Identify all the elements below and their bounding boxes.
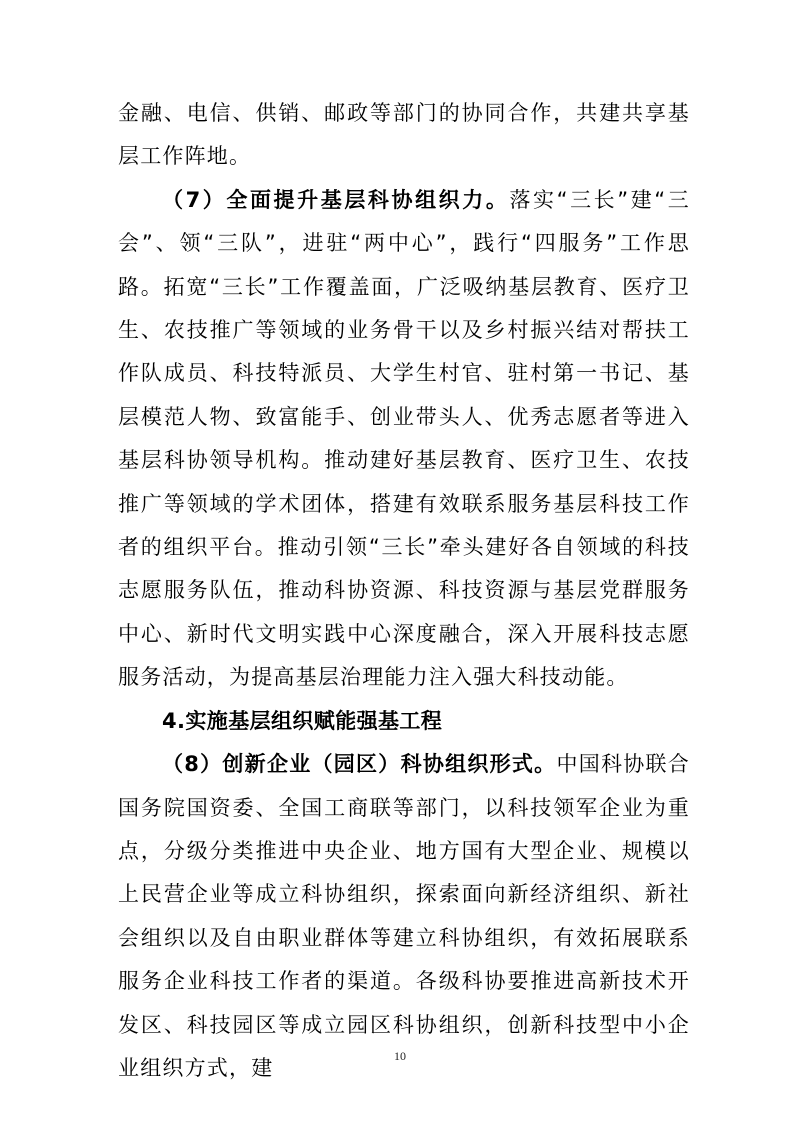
paragraph-7 — [118, 179, 690, 700]
continuation-text: 金融、电信、供销、邮政等部门的协同合作，共建共享基层工作阵地。 — [118, 101, 690, 169]
paragraph-7-heading: （7）全面提升基层科协组织力。 — [162, 187, 510, 212]
page-number: 10 — [394, 1049, 406, 1063]
paragraph-8 — [118, 743, 690, 1090]
paragraph-7-body: 落实“三长”建“三会”、领“三队”，进驻“两中心”，践行“四服务”工作思路。拓宽“三长”工作覆盖面，广泛吸纳基层教育、医疗卫生、农技推广等领域的业务骨干以及乡村振兴结对帮扶工作队成员、科技特派员、大学生村官、驻村第一书记、基层模范人物、致富能手、创业带头人、优秀志愿者等进入基层科协领导机构。推动建好基层教育、医疗卫生、农技推广等领域的学术团体，搭建有效联系服务基层科技工作者的组织平台。推动引领“三长”牵头建好各自领域的科技志愿服务队伍，推动科协资源、科技资源与基层党群服务中心、新时代文明实践中心深度融合，深入开展科技志愿服务活动，为提高基层治理能力注入强大科技动能。 — [118, 187, 690, 690]
paragraph-8-body: 中国科协联合国务院国资委、全国工商联等部门，以科技领军企业为重点，分级分类推进中央企业、地方国有大型企业、规模以上民营企业等成立科协组织，探索面向新经济组织、新社会组织以及自由职业群体等建立科协组织，有效拓展联系服务企业科技工作者的渠道。各级科协要推进高新技术开发区、科技园区等成立园区科协组织，创新科技型中小企业组织方式，建 — [118, 752, 690, 1080]
body-text — [118, 92, 690, 1090]
continuation-paragraph — [118, 92, 690, 179]
section-4-heading: 4.实施基层组织赋能强基工程 — [162, 708, 443, 733]
paragraph-8-heading: （8）创新企业（园区）科协组织形式。 — [162, 752, 557, 777]
